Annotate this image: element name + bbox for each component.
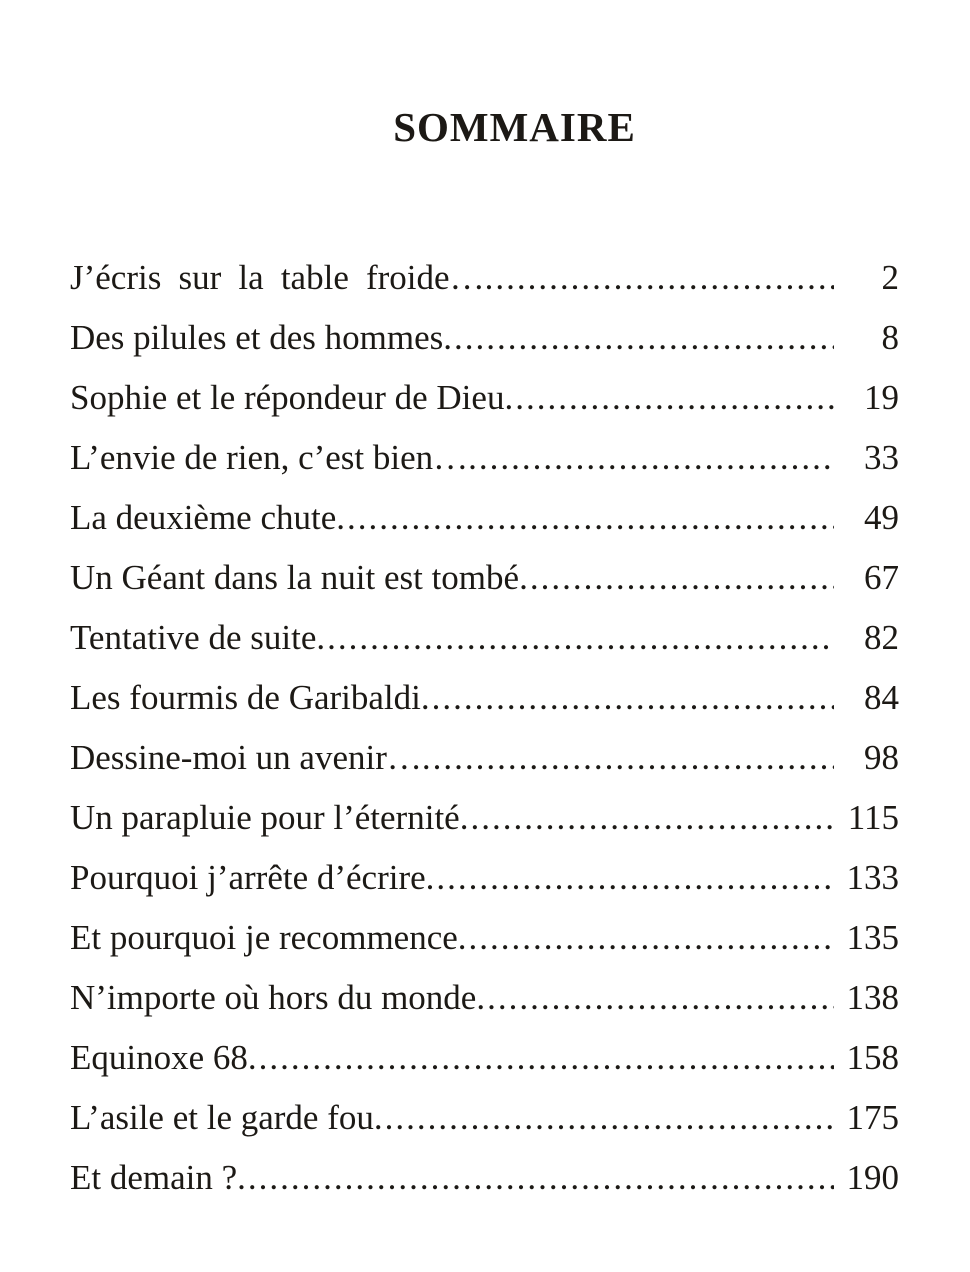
dot-leader — [316, 608, 834, 668]
toc-list — [70, 248, 899, 1208]
dot-leader — [485, 248, 834, 308]
dot-leader — [458, 908, 834, 968]
entry-page-number: 49 — [864, 498, 899, 537]
dot-leader — [248, 1028, 834, 1088]
entry-title: Un Géant dans la nuit est tombé — [70, 558, 520, 597]
entry-title: Et demain ? — [70, 1158, 238, 1197]
toc-entry — [70, 668, 899, 728]
entry-title: La deuxième chute — [70, 498, 337, 537]
toc-entry — [70, 488, 899, 548]
toc-entry — [70, 1028, 899, 1088]
entry-title: Pourquoi j’arrête d’écrire — [70, 858, 426, 897]
entry-page-number: 115 — [847, 798, 899, 837]
dot-leader — [426, 848, 834, 908]
entry-title: Des pilules et des hommes — [70, 318, 444, 357]
entry-page-number: 19 — [864, 378, 899, 417]
dot-leader — [468, 428, 834, 488]
toc-entry — [70, 728, 899, 788]
toc-entry — [70, 908, 899, 968]
toc-entry — [70, 548, 899, 608]
entry-title: N’importe où hors du monde — [70, 978, 477, 1017]
toc-entry — [70, 368, 899, 428]
entry-title: L’asile et le garde fou — [70, 1098, 374, 1137]
entry-title: Equinoxe 68 — [70, 1038, 248, 1077]
entry-page-number: 33 — [864, 438, 899, 477]
entry-page-number: 67 — [864, 558, 899, 597]
entry-page-number: 84 — [864, 678, 899, 717]
entry-title: Et pourquoi je recommence — [70, 918, 458, 957]
toc-entry — [70, 428, 899, 488]
entry-page-number: 2 — [881, 258, 899, 297]
entry-title: Les fourmis de Garibaldi — [70, 678, 421, 717]
entry-page-number: 158 — [846, 1038, 899, 1077]
entry-page-number: 138 — [846, 978, 899, 1017]
dot-leader — [504, 368, 834, 428]
dot-leader — [443, 308, 834, 368]
dot-leader — [460, 788, 834, 848]
entry-title: Tentative de suite — [70, 618, 317, 657]
toc-entry — [70, 308, 899, 368]
entry-title: J’écris sur la table froide… — [70, 258, 485, 297]
entry-page-number: 190 — [846, 1158, 899, 1197]
toc-entry — [70, 968, 899, 1028]
toc-entry — [70, 608, 899, 668]
entry-page-number: 175 — [846, 1098, 899, 1137]
entry-title: Un parapluie pour l’éternité — [70, 798, 460, 837]
entry-page-number: 82 — [864, 618, 899, 657]
toc-entry — [70, 1148, 899, 1208]
entry-title: L’envie de rien, c’est bien… — [70, 438, 469, 477]
toc-entry — [70, 788, 899, 848]
toc-entry — [70, 1088, 899, 1148]
dot-leader — [336, 488, 834, 548]
page-title: SOMMAIRE — [393, 104, 636, 150]
dot-leader — [374, 1088, 834, 1148]
entry-title: Dessine-moi un avenir… — [70, 738, 422, 777]
entry-page-number: 135 — [846, 918, 899, 957]
dot-leader — [476, 968, 833, 1028]
entry-page-number: 133 — [846, 858, 899, 897]
dot-leader — [237, 1148, 833, 1208]
entry-title: Sophie et le répondeur de Dieu — [70, 378, 505, 417]
toc-entry — [70, 248, 899, 308]
dot-leader — [421, 668, 834, 728]
dot-leader — [422, 728, 834, 788]
dot-leader — [519, 548, 834, 608]
toc-entry — [70, 848, 899, 908]
entry-page-number: 8 — [881, 318, 899, 357]
entry-page-number: 98 — [864, 738, 899, 777]
